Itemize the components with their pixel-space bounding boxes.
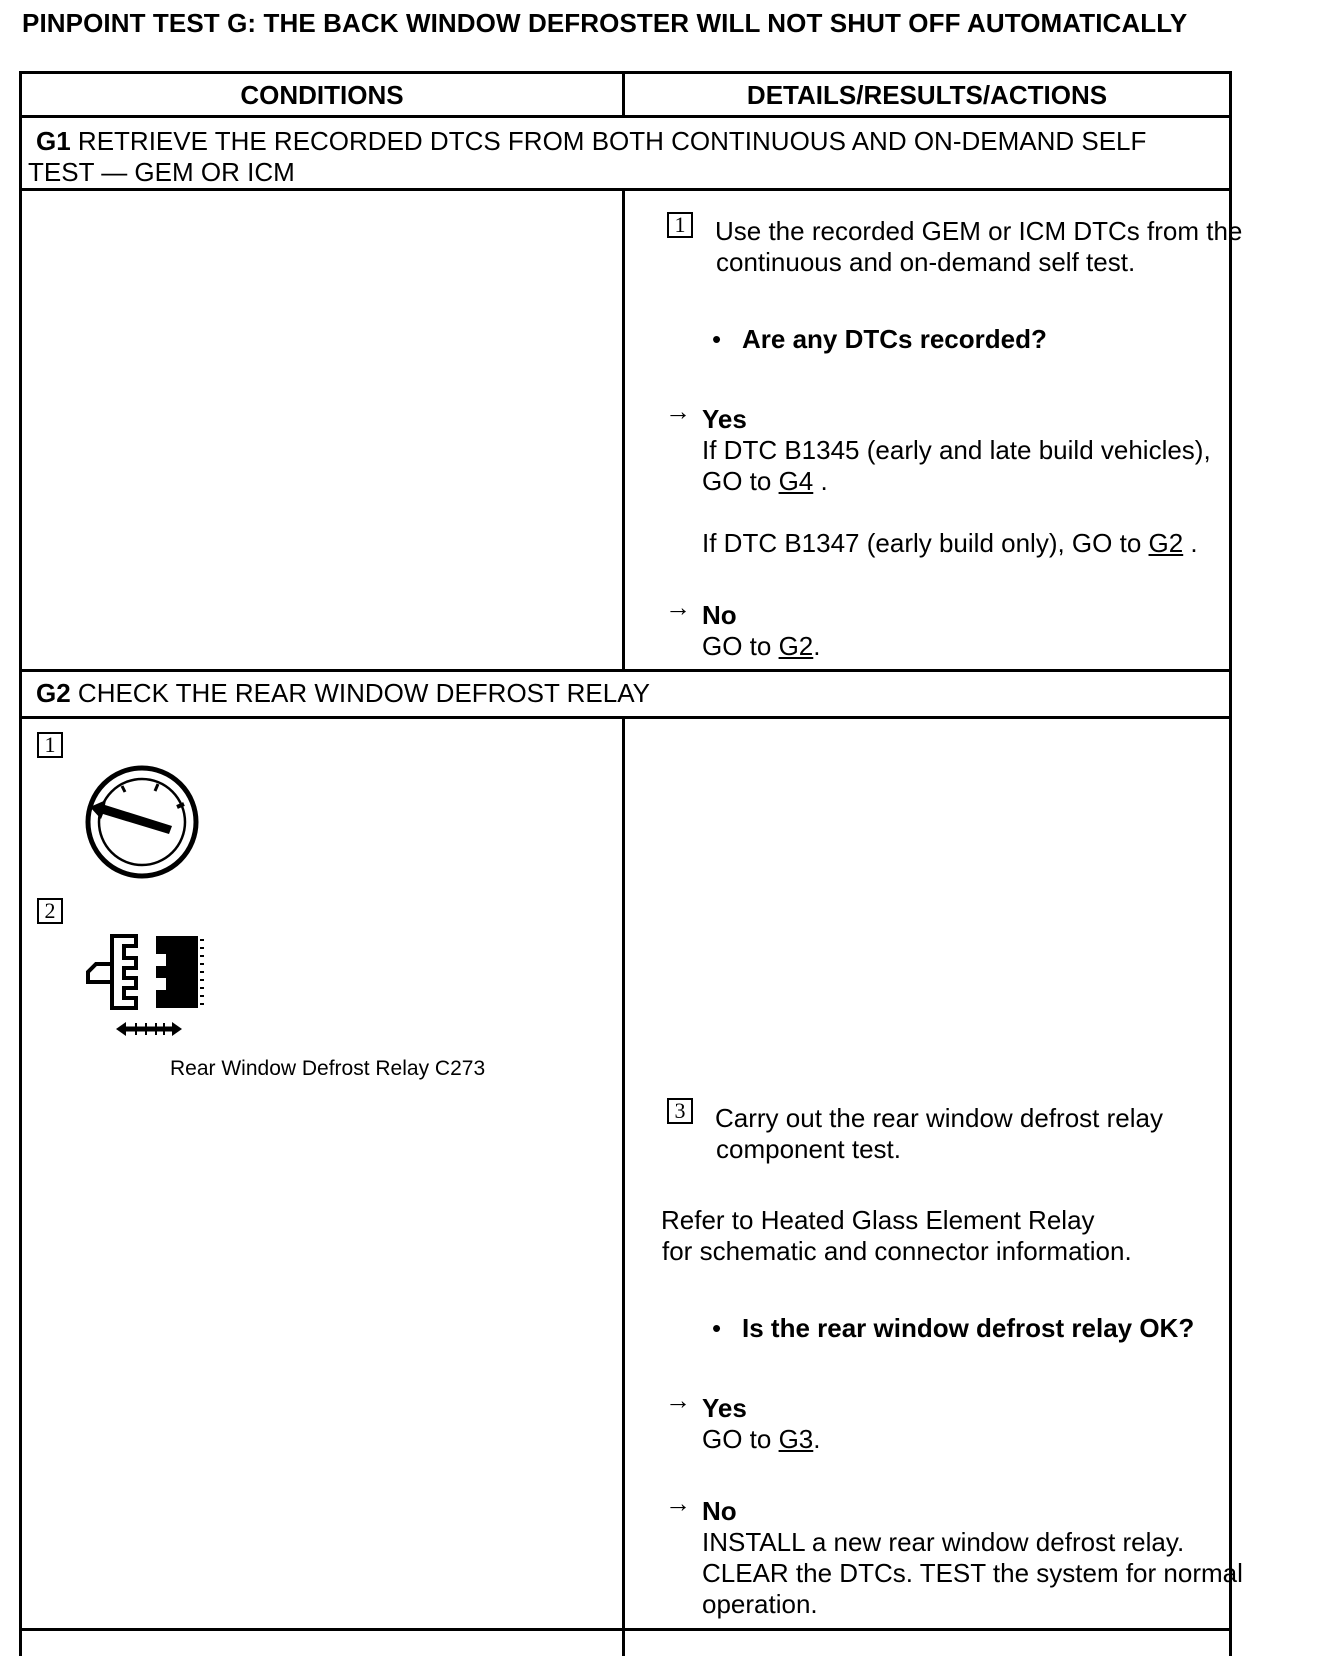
g1-yes-line3-prefix: If DTC B1347 (early build only), GO to: [702, 528, 1149, 558]
header-conditions: CONDITIONS: [240, 80, 404, 110]
link-g4[interactable]: G4: [778, 466, 814, 496]
g2-step3-line1: Carry out the rear window defrost relay: [715, 1103, 1163, 1133]
g2-cond-step1-number: 1: [37, 732, 63, 758]
relay-caption: Rear Window Defrost Relay C273: [170, 1057, 486, 1080]
link-g2-no[interactable]: G2: [778, 631, 814, 661]
g1-question-bullet: •: [712, 324, 722, 354]
g1-no-line: [702, 631, 821, 662]
link-g2[interactable]: G2: [1148, 528, 1184, 558]
g1-heading-text: RETRIEVE THE RECORDED DTCS FROM BOTH CONTINUOUS AND ON-DEMAND SELF TEST — GEM OR ICM: [28, 126, 1147, 187]
g2-heading-divider: [19, 716, 1232, 719]
page-title: PINPOINT TEST G: THE BACK WINDOW DEFROSTER WILL NOT SHUT OFF AUTOMATICALLY: [22, 8, 1188, 38]
g1-yes-line2-suffix: .: [813, 466, 828, 496]
link-g3[interactable]: G3: [778, 1424, 814, 1454]
g2-yes-line: [702, 1424, 821, 1455]
connector-disconnect-icon: [86, 932, 206, 1042]
g2-yes-arrow-icon: →: [665, 1385, 691, 1415]
g1-step1-line2: continuous and on-demand self test.: [716, 247, 1136, 277]
g2-refer-line1: Refer to Heated Glass Element Relay: [661, 1205, 1095, 1235]
g1-yes-line1: If DTC B1345 (early and late build vehicles),: [702, 435, 1211, 465]
g1-yes-line2: [702, 466, 828, 497]
g1-yes-arrow-icon: →: [665, 396, 691, 426]
g1-step-id: G1: [36, 126, 71, 156]
g1-no-label: No: [702, 600, 737, 630]
header-divider: [19, 115, 1232, 118]
g1-yes-label: Yes: [702, 404, 747, 434]
g2-step-id: G2: [36, 678, 71, 708]
g2-no-label: No: [702, 1496, 737, 1526]
g2-question-bullet: •: [712, 1313, 722, 1343]
g2-yes-label: Yes: [702, 1393, 747, 1423]
g1-question: Are any DTCs recorded?: [742, 324, 1047, 354]
g2-yes-suffix: .: [813, 1424, 821, 1454]
table-border-top: [19, 71, 1232, 74]
table-border-right: [1229, 71, 1232, 1656]
g2-yes-prefix: GO to: [702, 1424, 779, 1454]
g1-yes-line3-suffix: .: [1183, 528, 1198, 558]
g2-question: Is the rear window defrost relay OK?: [742, 1313, 1195, 1343]
g2-no-arrow-icon: →: [665, 1488, 691, 1518]
g2-no-line2: CLEAR the DTCs. TEST the system for normal: [702, 1558, 1243, 1588]
column-divider-g2: [622, 716, 625, 1656]
g1-heading: [28, 126, 1218, 188]
table-border-bottom: [19, 1628, 1232, 1631]
g2-refer-line2: for schematic and connector information.: [662, 1236, 1132, 1266]
g1-yes-line3: [702, 528, 1198, 559]
g2-heading-text: CHECK THE REAR WINDOW DEFROST RELAY: [70, 678, 650, 708]
header-details: DETAILS/RESULTS/ACTIONS: [746, 80, 1108, 110]
g1-no-suffix: .: [813, 631, 821, 661]
g2-no-line1: INSTALL a new rear window defrost relay.: [702, 1527, 1185, 1557]
g1-step1-line1: Use the recorded GEM or ICM DTCs from the: [715, 216, 1243, 246]
g2-heading: [28, 678, 1218, 709]
g2-cond-step2-number: 2: [37, 898, 63, 924]
g2-heading-top: [19, 669, 1232, 672]
g1-heading-divider: [19, 188, 1232, 191]
g1-step1-number: 1: [667, 212, 693, 238]
g2-step3-number: 3: [667, 1098, 693, 1124]
g1-no-arrow-icon: →: [665, 592, 691, 622]
g2-step3-line2: component test.: [716, 1134, 901, 1164]
column-divider-g1: [622, 188, 625, 671]
g1-no-prefix: GO to: [702, 631, 779, 661]
g1-yes-line2-prefix: GO to: [702, 466, 779, 496]
table-border-left: [19, 71, 22, 1656]
ignition-off-icon: [84, 764, 204, 884]
g2-no-line3: operation.: [702, 1589, 818, 1619]
